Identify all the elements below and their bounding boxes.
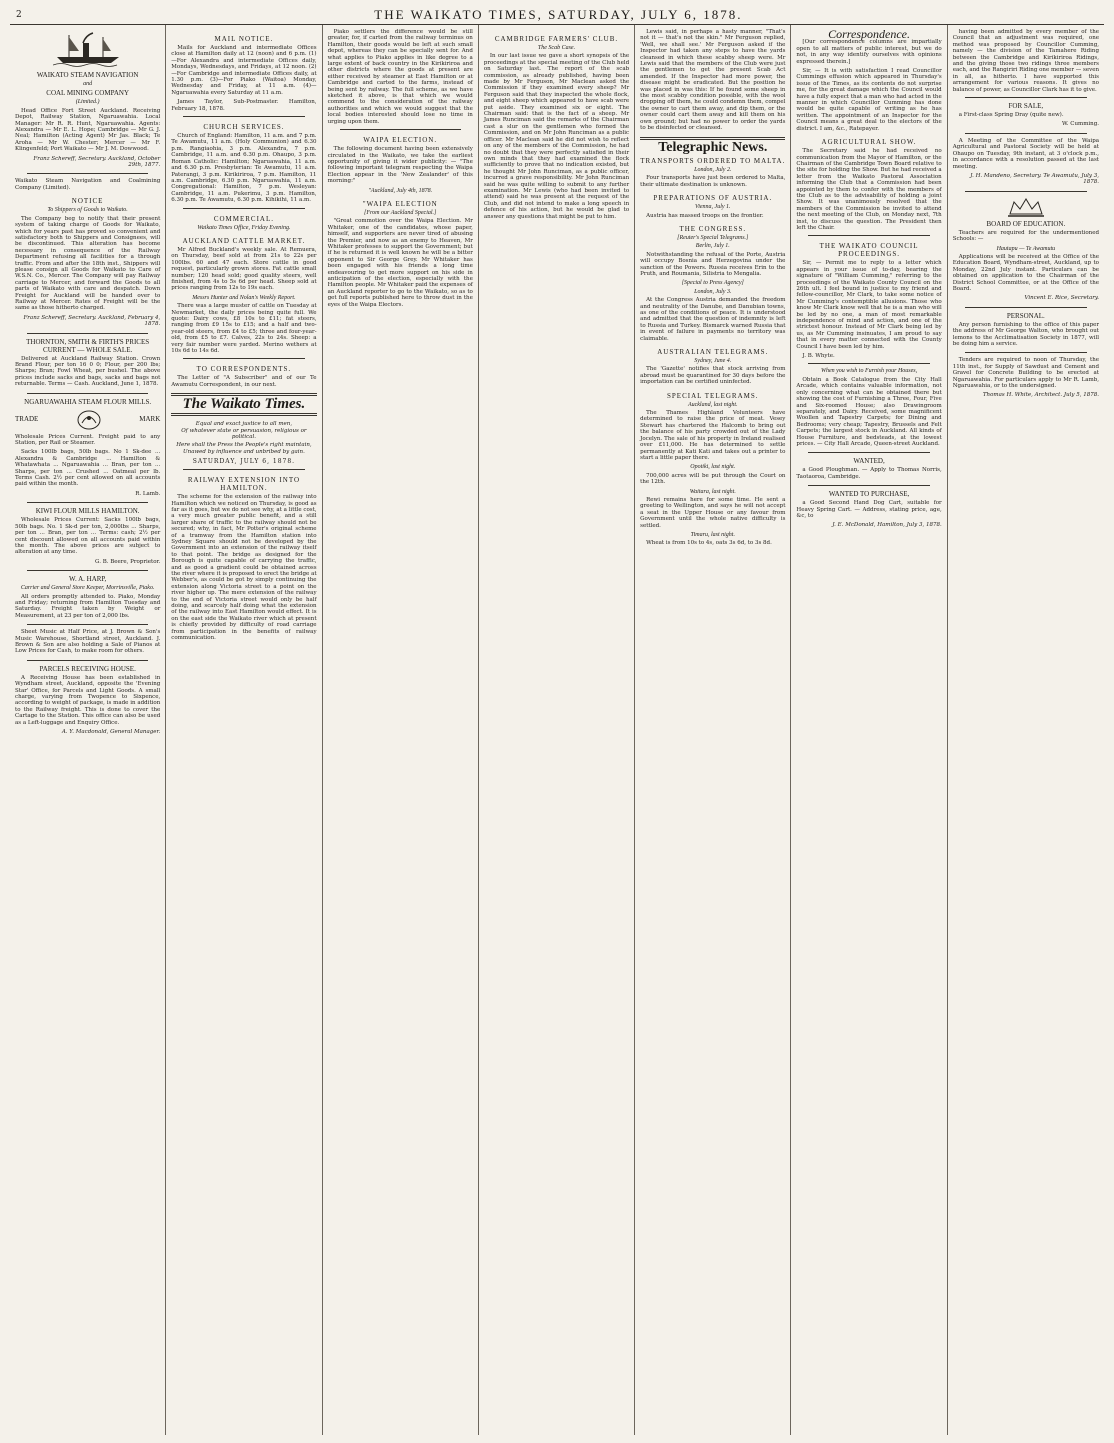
sydney-dateline: Sydney, June 4. (694, 358, 732, 365)
divider (27, 173, 148, 174)
agricultural-show-body: The Secretary said he had received no communication from the Mayor of Hamilton, or the Chairman of the Cambridge Town Board relative to the site for holding the Show. But he had received a letter from the Waikato Pastoral Association informing the Club that a Commission had been appointed by them to confer with the members of the Club as to the advisability of holding a joint Show. It was unanimously resolved that the members of the Commission be invited to attend the next meeting of the Club, on Monday next, 7th inst, to discuss the question. The President then left the Chair. (796, 148, 942, 231)
column-1 (10, 25, 166, 1435)
shippers-notice-company: Waikato Steam Navigation and Coalmining Company (Limited). (15, 178, 161, 191)
sydney-body: The 'Gazette' notifies that stock arriving from abroad must be quarantined for 30 days before the importation can be certified uninfected. (640, 366, 786, 386)
issue-date: SATURDAY, JULY 6, 1878. (192, 457, 296, 465)
telegram-body: "Great commotion over the Waipa Election. Mr Whitaker, one of the candidates, whose paper, himself, and supporters are never tired of abusing the Premier, and now as an enemy to Heaven, Mr Whitaker professes to support the Government; but if he is returned it is well known he will be a bitter opponent to Sir George Grey. Mr Whitaker has been engaged with his friends a long time endeavouring to get more support on his side in anticipation of the election, especially with the Hamilton people. Mr Whitaker paid the expenses of an Auckland reporter to go to the Waikato, so as to get full reports published here to throw dust in the eyes of the Waipa Electors. (327, 218, 473, 308)
furnish-ad (796, 368, 941, 447)
motto-line-1: Equal and exact justice to all men, (195, 420, 293, 427)
divider (808, 235, 929, 236)
divider (340, 129, 461, 130)
ploughman-ad (796, 457, 941, 480)
scab-case-body: In our last issue we gave a short synopsis of the proceedings at the special meeting of the Club held on Saturday last. The report of the scab commission, as already published, having been made by Mr Ferguson, Mr Maclean asked the Commission if they examined every sheep? Mr Ferguson said that they inspected the whole flock, and eight sheep which appeared to have scab were put aside. They examined six or eight. The Chairman said: that is the fact of a sheep. Mr James Runciman said the remarks of the Chairman cast a slur on the gentlemen who formed the Commission, and on Mr John Runciman as a public officer. Mr Maclean said he did not wish to reflect on any of the members of the Commission, he had no doubt that they were perfectly satisfied in their own minds that they had examined the flock sufficiently to prove that no indication existed, but he thought Mr John Runciman, as a public officer, incurred a grave responsibility. Mr John Runciman said he was quite willing to submit to any further examination. Mr Lewis (who had been invited to attend) said he was present at the request of the Club, and did not intend to make a long speech in defence of his action, but he would be glad to answer any questions that might be put to him. (483, 53, 630, 220)
columns (10, 25, 1104, 1435)
divider (965, 191, 1087, 192)
malta-body: Four transports have just been ordered to Malta, their ultimate destination is unknown. (640, 175, 786, 188)
correspondence-note: [Our correspondence columns are impartially open to all matters of public interest, but we do not, in any way identify ourselves with opinions expressed therein.] (796, 39, 942, 65)
cattle-market-heading: AUCKLAND CATTLE MARKET. (182, 236, 306, 245)
steam-navigation-signature: Franz Schereff, Secretary. Auckland, October 29th, 1877. (33, 155, 161, 169)
correspondents-body: The Letter of "A Subscriber" and of our Te Awamutu Correspondent, in our next. (171, 375, 317, 388)
sheet-music-body: Sheet Music at Half Price, at J. Brown & Son's Music Warehouse, Shortland street, Auckland. J. Brown & Son are also holding a Sale of Pianos at Low Prices for Cash, to make room for others. (15, 629, 161, 655)
flour-mills-heading: NGARUAWAHIA STEAM FLOUR MILLS. (24, 397, 152, 406)
double-divider (171, 413, 316, 416)
mark-label: MARK (139, 415, 161, 424)
trade-label: TRADE (15, 415, 39, 424)
weekly-report-body: There was a large muster of cattle on Tuesday at Newmarket, the daily prices being quite full. We quote: Dairy cows, £8 10s to £11; fat steers, ranging from £9 15s to £15; and a half and two-year-old steers, from £4 to £5; three and four-year-old, from £5 to £7. Calves, 22s to 24s. Sheep: a very fair number were yarded. Merino wethers at 10s 6d to 14s 6d. (171, 303, 317, 355)
waitara-body: Rewi remains here for some time. He sent a greeting to Wellington, and says he will not accept a seat in the Upper House or any favour from Government until the whole native difficulty is settled. (640, 496, 786, 529)
column-2 (166, 25, 322, 1435)
steamship-icon (53, 31, 123, 67)
steam-navigation-heading: WAIKATO STEAM NAVIGATION (36, 71, 139, 79)
thornton-heading: THORNTON, SMITH & FIRTH'S PRICES CURRENT — WHOLE SALE. (26, 337, 150, 354)
congress-body: Notwithstanding the refusal of the Porte, Austria will occupy Bosnia and Herzegovina under the sanction of the Powers. Russia receives Erin to the Pruth, and Roumania, Silistria to Mengalia. (640, 251, 786, 277)
divider (27, 393, 148, 394)
timaru-dateline: Timaru, last night. (690, 531, 735, 538)
divider (965, 352, 1087, 353)
mail-notice-heading: MAIL NOTICE. (214, 35, 274, 43)
church-services-body: Church of England: Hamilton, 11 a.m. and 7 p.m. Te Awamutu, 11 a.m. (Holy Communion) and 6.30 p.m. Rangiaohia, 3 p.m. Alexandra, 7 p.m. Cambridge, 11 a.m. and 6.30 p.m. Ohaupo, 3 p.m. Roman Catholic: Hamilton; Ngaruawahia, 11 a.m. and 6.30 p.m. Presbyterian: Te Awamutu, 11 a.m. Paterangi, 3 p.m. Kirikiriroa, 7 p.m. Hamilton, 11 a.m. Cambridge, 6.30 p.m. Ngaruawahia, 11 a.m. Congregational: Hamilton, 7 p.m. Wesleyan: Cambridge, 11 a.m. Pukerimu, 3 p.m. Hamilton, 6.30 p.m. Te Awamutu, 6.30 p.m. Kihikihi, 11 a.m. (171, 133, 317, 204)
kiwi-mills-signature: G. B. Beere, Proprietor. (95, 558, 161, 565)
thornton-body: Delivered at Auckland Railway Station. Crown Brand Flour, per ton 16 0 0; Flour, per 200 lbs; Sharps; Bran; Fowl Wheat, per bushel. The above prices include sacks and bags, sacks and bags not returnable. Terms — Cash. Auckland, June 1, 1878. (15, 355, 161, 388)
motto-line-4: Unawed by influence and unbribed by gain. (183, 449, 305, 456)
tenders-ad (953, 357, 1099, 398)
dog-cart-heading: WANTED TO PURCHASE, (828, 490, 910, 499)
shippers-notice-signature: Franz Schereff, Secretary. Auckland, February 4, 1878. (23, 314, 161, 328)
board-of-education-heading: BOARD OF EDUCATION. (986, 219, 1066, 228)
divider (808, 363, 929, 364)
divider (183, 116, 304, 117)
furnish-body: Obtain a Book Catalogue from the City Hall Arcade, which contains valuable information, not only concerning what can be obtained there but showing the cost of Furnishing a Three, Four, Five and Six-roomed House; also Drawingroom separately, and Dairy. Received, some magnificent Woollen and Tapestry Carpets; for Dining and Bedrooms; very cheap; Tapestry, Brussels and Felt Carpets; the largest stock in Auckland. All kinds of House Furniture, and bedsteads, at the lowest prices. — City Hall Arcade, Queen-street Auckland. (796, 376, 942, 447)
austria-heading: PREPARATIONS OF AUSTRIA. (653, 194, 773, 203)
correspondence-heading: Correspondence. (828, 27, 910, 41)
furnish-heading: When you wish to Furnish your Houses, (820, 368, 918, 375)
divider (808, 485, 929, 486)
opotiki-dateline: Opotiki, last night. (690, 464, 736, 471)
column-5 (635, 25, 791, 1435)
parcels-heading: PARCELS RECEIVING HOUSE. (39, 664, 136, 673)
kiwi-mills-ad (15, 507, 160, 565)
opotiki-body: 700,000 acres will be put through the Court on the 12th. (640, 472, 786, 486)
malta-heading: TRANSPORTS ORDERED TO MALTA. (640, 156, 786, 165)
spring-dray-heading: FOR SALE, (1008, 102, 1044, 111)
divider (183, 469, 304, 470)
parcels-body: A Receiving House has been established in Wyndham street, Auckland, opposite the 'Evening Star' Office, for Parcels and Light Goods. A small charge, varying from Twopence to Sixpence, according to weight of package, is made in addition to the Railway freight. This is done to cover the Cartage to the Station. This office can also be used as a Left-luggage and Enquiry Office. (15, 674, 161, 726)
board-of-education-ad (953, 196, 1099, 302)
press-agency-body: At the Congress Austria demanded the freedom and neutrality of the Danube, and Danubian towns, as one of the conditions of peace. It is understood and admitted that the question of indemnity is left to Russia and Turkey. Bismarck warned Russia that in event of failure in payments no territory was claimable. (640, 297, 786, 342)
steam-navigation-body: Head Office Fort Street Auckland. Receiving Depot, Railway Station, Ngaruawahia. Local Manager: Mr R. R. Hunt, Ngaruawahia. Agents: Alexandra — Mr E. L. Hope; Cambridge — Mr G. J. Neal; Hamilton (Acting Agent) Mr Jas. Black; Te Aroha — Mr W. Chester; Mercer — Mr F. Klingenfeld; Port Waikato — Mr J. M. Dowwood. (15, 107, 161, 153)
divider (27, 333, 148, 334)
shippers-notice-heading: NOTICE (71, 197, 104, 206)
divider (183, 208, 304, 209)
commercial-date: Waikato Times Office, Friday Evening. (197, 224, 291, 231)
motto-line-3: Here shall the Press the People's right maintain, (176, 441, 312, 448)
australian-telegrams-heading: AUSTRALIAN TELEGRAMS. (657, 348, 769, 357)
steam-navigation-and: and (83, 81, 93, 87)
column-3 (323, 25, 479, 1435)
page-number: 2 (16, 9, 22, 20)
telegraphic-news-heading: Telegraphic News. (658, 139, 768, 155)
dog-cart-ad (796, 490, 941, 529)
council-body: Sir, — Permit me to reply to a letter which appears in your issue of to-day, bearing the signature of "William Cumming," referring to the proceedings of the Waikato County Council on the 26th ult. I feel bound in justice to my friend and fellow-councillor, Mr Clark, to take some notice of Mr Cumming's contemptible allusions. Those who know Mr Clark know well that he is a man who will be led by no one, a man of most remarkable independence of mind and action, and one of the strictest honour. Instead of Mr Clark being led by us, as Mr Cumming insinuates, I am proud to say that in every matter connected with the County Council I have been led by him. (796, 260, 942, 350)
divider (183, 358, 304, 359)
timaru-body: Wheat is from 10s to 4s, oats 3s 6d, to 3s 8d. (646, 540, 772, 547)
personal-heading: PERSONAL. (1006, 311, 1045, 320)
piako-continuation: Piako settlers the difference would be still greater, for, if carted from the railway terminus on Hamilton, their goods would be left at such small depot, whereas they can be specially sent for. And what applies to Piako applies in like degree to a large extent of back country in the Kirikiriroa and other districts where the goods at present are either received by steamer at East Hamilton or at Cambridge and carted to the farms, instead of being sent by railway. The full scheme, as we have sketched it above, is that which we would commend to the consideration of the railway authorities and which we would suggest that the local bodies interested should lose no time in urging upon them. (327, 29, 473, 125)
column-7 (948, 25, 1104, 1435)
divider (27, 570, 148, 571)
railway-extension-heading: RAILWAY EXTENSION INTO HAMILTON. (187, 476, 301, 493)
scab-case-heading: The Scab Case. (537, 45, 576, 51)
harp-subheading: Carrier and General Store Keeper, Morrinsville, Piako. (20, 585, 155, 592)
harp-ad (15, 575, 160, 619)
column-6 (791, 25, 947, 1435)
austria-dateline: Vienna, July 1. (695, 204, 731, 211)
mail-notice-body: Mails for Auckland and intermediate Offices close at Hamilton daily at 12 (noon) and 6 p.m. (1)—For Alexandra and intermediate Offices daily, Mondays, Wednesdays, and Fridays, at 12 noon. (2)—For Cambridge and intermediate Offices daily, at 1.30 p.m. (3)—For Piako (Waitoa) Monday, Wednesday and Friday, at 11 a.m. (4)—Ngaruawahia every Saturday at 11 a.m. (171, 45, 317, 96)
divider (27, 624, 148, 625)
shippers-notice-subheading: To Shippers of Goods to Waikato. (47, 207, 128, 214)
cattle-market-body: Mr Alfred Buckland's weekly sale. At Remuera, on Thursday, beef sold at from 21s to 22s per 100lbs. 60 and 47 each. Store cattle in good request, particularly grown stores. Fat cattle small number; 120 head sold; good quality steers, well finished, from 4s to 5s 6d per head. Sheep sold at prices ranging from 12s to 19s each. (171, 246, 317, 292)
press-agency-dateline: London, July 3. (694, 288, 732, 295)
press-agency-source: [Special to Press Agency] (681, 280, 744, 287)
austria-body: Austria has massed troops on the frontier. (646, 212, 764, 219)
congress-dateline: Berlin, July 1. (695, 243, 730, 250)
spring-dray-signature: W. Cumming. (1062, 121, 1099, 128)
ploughman-heading: WANTED, (853, 457, 885, 466)
telegram-date: "Auckland, July 4th, 1878. (368, 187, 433, 194)
weekly-report-heading: Messrs Hunter and Nolan's Weekly Report. (192, 294, 296, 301)
flour-mills-body: Sacks 100lb bags, 50lb bags. No 1 Sk-dee ... Alexandra & Cambridge ... Hamilton & Whatawhata ... Ngaruawahia ... Bran, per ton ... Sharps, per ton ... Crushed ... Oatmeal per lb. Terms Cash. 2½ per cent allowed on all accounts paid within the month. (15, 449, 161, 488)
kiwi-mills-heading: KIWI FLOUR MILLS HAMILTON. (35, 507, 140, 516)
divider (27, 502, 148, 503)
trade-mark-emblem-icon (76, 409, 102, 431)
board-of-education-body: Applications will be received at the Office of the Education Board, Wyndham-street, Auckland, up to Monday, 22nd July instant. Particulars can be obtained on application to the Chairman of the District School Committee, or at the Office of the Board. (952, 253, 1099, 292)
divider (965, 307, 1087, 308)
telegram-heading: "WAIPA ELECTION (362, 199, 438, 208)
divider (965, 97, 1087, 98)
newspaper-nameplate: The Waikato Times. (182, 396, 306, 413)
kiwi-mills-body: Wholesale Prices Current: Sacks 100lb bags, 50lb bags. No. 1 Sk-d per ton, 2,000lbs ... Sharps, per ton ... Bran, per ton ... Terms: cash; 2½ per cent discount allowed on all accounts paid within the month. The above prices are subject to alteration at any time. (15, 517, 161, 556)
society-meeting-body: A Meeting of the Committee of the Waipa Agricultural and Pastoral Society will be held at Ohaupo on Tuesday, 9th instant, at 3 o'clock p.m., in accordance with a resolution passed at the last meeting. (952, 137, 1099, 170)
divider (965, 133, 1087, 134)
teachers-required: Teachers are required for the undermentioned Schools: — (952, 229, 1099, 243)
mail-notice-signature: James Taylor, Sub-Postmaster. Hamilton, February 18, 1878. (171, 99, 317, 112)
agricultural-show-heading: AGRICULTURAL SHOW. (821, 138, 917, 147)
tenders-body: Tenders are required to noon of Thursday, the 11th inst., for Supply of Sawdust and Cement and Gravel for Concrete Building to be erected at Ngaruawahia. For particulars apply to Mr R. Lamb, Ngaruawahia, or to the undersigned. (952, 357, 1099, 390)
limited-label: (Limited.) (75, 99, 100, 106)
commercial-heading: COMMERCIAL. (213, 214, 275, 223)
malta-dateline: London, July 2. (694, 166, 732, 173)
personal-ad (953, 312, 1099, 348)
crown-crest-icon (996, 196, 1056, 218)
schools-list: Hautapu — Te Awamutu (996, 245, 1056, 252)
dog-cart-signature: J. E. McDonald, Hamilton, July 3, 1878. (832, 522, 942, 529)
council-signature: J. B. Whyte. (802, 353, 835, 360)
telegram-source: [From our Auckland Special.] (364, 209, 437, 216)
divider (808, 452, 929, 453)
waipa-election-body: The following document having been extensively circulated in the Waikato, we take the earliest opportunity of giving it wider publicity: — "The following important telegram respecting the Waipa Election appear in the 'New Zealander' of this morning:" (327, 146, 473, 185)
thornton-ad (15, 338, 160, 388)
flour-mills-signature: R. Lamb. (135, 490, 161, 497)
church-services-heading: CHURCH SERVICES. (203, 123, 285, 132)
board-of-education-signature: Vincent E. Rice, Secretary. (1024, 295, 1099, 302)
steam-navigation-ad (15, 71, 160, 168)
waitara-dateline: Waitara, last night. (689, 488, 736, 495)
council-heading: THE WAIKATO COUNCIL PROCEEDINGS. (819, 242, 919, 259)
ploughman-body: a Good Ploughman. — Apply to Thomas Norris, Taotaoroa, Cambridge. (796, 467, 942, 480)
dog-cart-body: a Good Second Hand Dog Cart, suitable for Heavy Spring Cart. — Address, stating price, age, &c, to (796, 500, 942, 519)
waipa-election-heading: WAIPA ELECTION. (363, 136, 438, 145)
congress-source: [Reuter's Special Telegrams.] (677, 234, 749, 241)
shippers-notice-ad (15, 178, 160, 327)
coal-mining-heading: COAL MINING COMPANY (46, 89, 129, 98)
spring-dray-ad (953, 102, 1099, 128)
page-number-spacer (1095, 12, 1098, 18)
tenders-signature: Thomas H. White, Architect. July 5, 1878. (982, 392, 1099, 399)
harp-body: All orders promptly attended to. Piako, Monday and Friday; returning from Hamilton Tuesday and Saturday. Freight taken by Weight or Measurement, at 23 per ton of 2,000 lbs. (15, 593, 161, 619)
society-meeting-signature: J. H. Mandeno, Secretary. Te Awamutu, July 3, 1878. (970, 172, 1099, 186)
farmers-club-heading: CAMBRIDGE FARMERS' CLUB. (494, 35, 619, 43)
flour-mills-ad (15, 398, 160, 498)
auckland-dateline: Auckland, last night. (687, 401, 738, 408)
motto-line-2: Of whatever state or persuasion, religious or political. (181, 428, 307, 441)
auckland-body: The Thames Highland Volunteers have determined to raise the price of meat. Vesey Stewart has chartered the Halcomb to bring out the balance of his party crowded out of the Lady Jocelyn. The sale of his property in Ireland realised over £11,000. He has determined to settle permanently at Kati Kati and takes out a printer to start a little paper there. (640, 410, 786, 461)
spring-dray-body: a First-class Spring Dray (quite new). (958, 112, 1064, 119)
correspondents-heading: TO CORRESPONDENTS. (196, 365, 292, 374)
parcels-ad (15, 665, 160, 736)
sheet-music-ad (15, 629, 160, 655)
parcels-signature: A. Y. Macdonald, General Manager. (61, 729, 161, 736)
divider (27, 660, 148, 661)
special-telegrams-heading: SPECIAL TELEGRAMS. (667, 391, 759, 400)
masthead (10, 6, 1104, 25)
harp-heading: W. A. HARP, (69, 575, 107, 584)
lewis-continuation: Lewis said, in perhaps a hasty manner, "That's not it — that's not the skin." Mr Ferguson replied, 'Well, we shall see.' Mr Ferguson asked if the Inspector had taken any steps to have the yards cleansed in which these scabby sheep were. Mr Lewis said that the members of the Club were just the gentlemen to get the present Scab Act amended. If the Inspector had more power, the disease might be eradicated. But the position he was placed in was this: If he found some sheep in the most scabby condition possible, with the wool dropping off them, he could condemn them, compel the owner to cart them away, and dip them, or the owner could cart them away and kill them on his own ground; but had no power to order the yards to be disinfected or cleansed. (640, 29, 786, 132)
flour-mills-prices-heading: Wholesale Prices Current. Freight paid to any Station, per Rail or Steamer. (15, 433, 161, 447)
shippers-notice-body: The Company beg to notify that their present system of taking charge of Goods for Waikato, which for years past has proved so convenient and satisfactory both to Shippers and Consignees, will be discontinued. This alteration has become necessary in consequence of the Railway Department refusing all facilities for a through traffic. From and after the 18th inst., Shippers will please consign all Goods for Waikato to Care of W.S.N. Co., Mercer. The Company will pay Railway carriage to Mercer, and forward the Goods to all parts of Waikato with care and despatch. Down Freight for Auckland will be handed over to Railway at Mercer. Rates of Freight will be the same as those hitherto charged. (15, 215, 161, 312)
society-meeting-ad (953, 138, 1099, 186)
trade-mark-row (15, 409, 160, 431)
personal-body: Any person furnishing to the office of this paper the address of Mr George Walton, who brought out lemons to the Acclimatisation Society in 1877, will be doing him a service. (952, 321, 1099, 347)
column-4 (479, 25, 635, 1435)
correspondence-letter: Sir, — It is with satisfaction I read Councillor Cummings effusion which appeared in Thursday's issue of the Times, as its contents do not surprise me, for the great damage which the Council would have a fully expect that a man who had acted in the manner in which Councillor Cumming has done would be quite capable of writing as he has written. The appointment of an Inspector for the Council means a great deal to the electors of the district. I am, &c., Ratepayer. (796, 68, 942, 132)
congress-heading: THE CONGRESS. (679, 224, 747, 233)
council-letter-continuation: having been admitted by every member of the Council that an adjustment was required, one method was proposed by Councillor Cumming, namely — the division of the Tamahere Riding between the Cambridge and Kirikiriroa Ridings, and the giving those two ridings three members each, and the Rangiriri Riding one member — seven in all, as hitherto. I have supported this arrangement for various reasons. It gives no balance of power, as Councillor Clark has it to give. (952, 29, 1100, 93)
newspaper-running-title: THE WAIKATO TIMES, SATURDAY, JULY 6, 1878. (374, 6, 743, 22)
railway-extension-body: The scheme for the extension of the railway into Hamilton which we noticed on Thursday, is good as far as it goes, but we do not see why, at a little cost, a very much greater public benefit, and a still larger share of traffic to the railway should not be secured; why, in fact, Mr Potter's original scheme of a tramway from the Hamilton station into Sydney Square should not be developed by the Government into an extension of the railway itself to that point. The bridge as designed for the Borough is quite capable of carrying the traffic, and as good a gradient could be obtained across the river where it is proposed to erect the bridge at Webber's, as could be got by simply continuing the extension along Victoria street to a point on the river higher up. The mere extension of the railway to the end of Victoria street would only be half doing, and scarcely half doing what the extension of the railway into East Hamilton would effect. It is on the east side the Waikato river which at present is chiefly provided by difficulty of road carriage from participation in the benefits of railway communication. (171, 494, 317, 642)
